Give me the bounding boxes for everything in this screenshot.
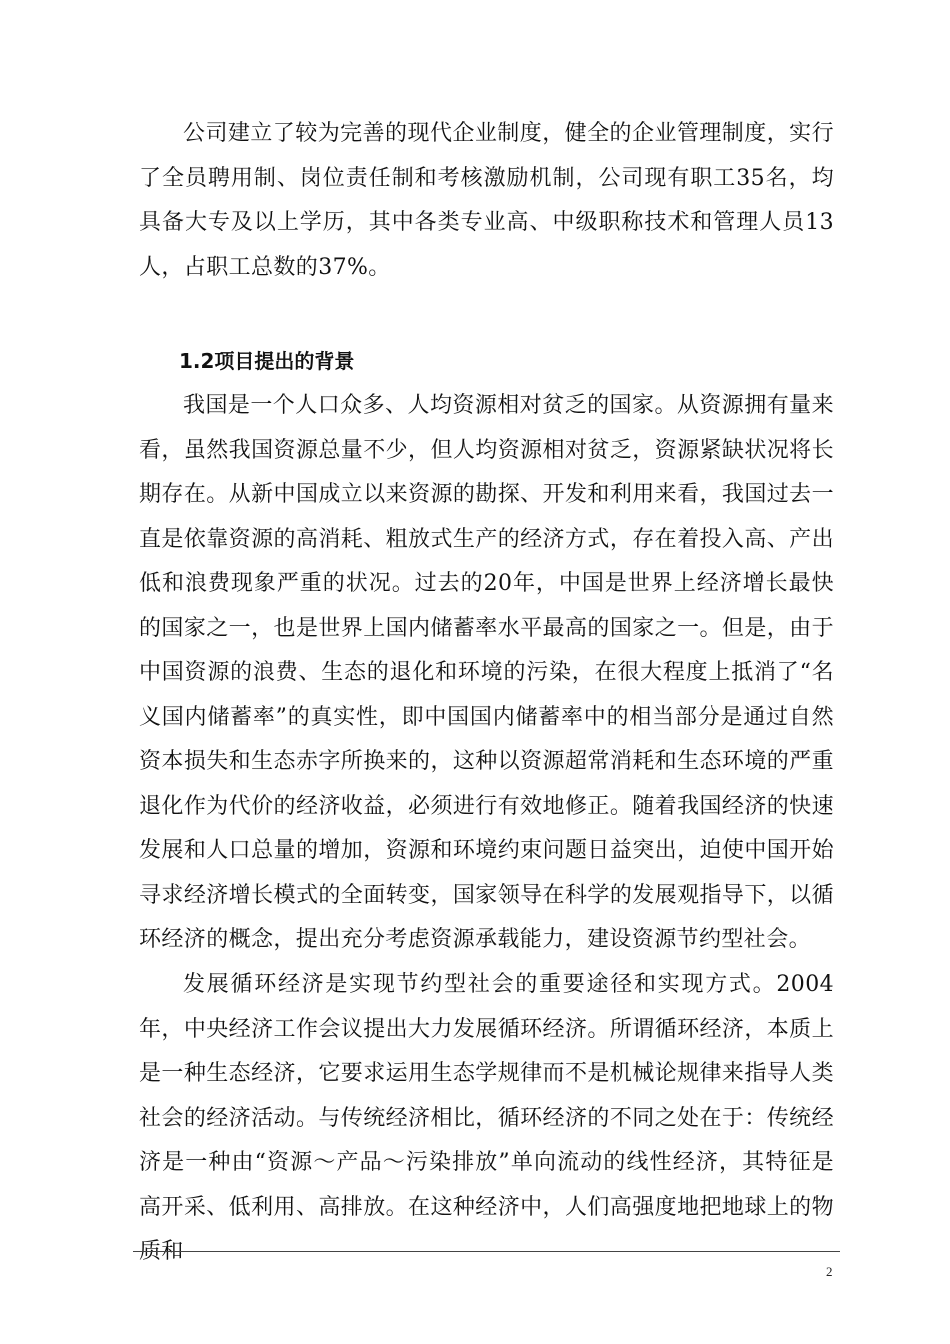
paragraph-company-overview: 公司建立了较为完善的现代企业制度，健全的企业管理制度，实行了全员聘用制、岗位责任制和考核激励机制，公司现有职工35名，均具备大专及以上学历，其中各类专业高、中级职称技术和管理人员13人，占职工总数的37%。	[139, 121, 834, 280]
section-heading: 1.2项目提出的背景	[179, 349, 355, 373]
page-number: 2	[826, 1264, 833, 1279]
footer-divider	[133, 1251, 840, 1252]
paragraph-circular-economy: 发展循环经济是实现节约型社会的重要途径和实现方式。2004年，中央经济工作会议提出大力发展循环经济。所谓循环经济，本质上是一种生态经济，它要求运用生态学规律而不是机械论规律来指导人类社会的经济活动。与传统经济相比，循环经济的不同之处在于：传统经济是一种由“资源～产品～污染排放”单向流动的线性经济，其特征是高开采、低利用、高排放。在这种经济中，人们高强度地把地球上的物质和	[139, 972, 834, 1264]
paragraph-background: 我国是一个人口众多、人均资源相对贫乏的国家。从资源拥有量来看，虽然我国资源总量不少，但人均资源相对贫乏，资源紧缺状况将长期存在。从新中国成立以来资源的勘探、开发和利用来看，我国过去一直是依靠资源的高消耗、粗放式生产的经济方式，存在着投入高、产出低和浪费现象严重的状况。过去的20年，中国是世界上经济增长最快的国家之一，也是世界上国内储蓄率水平最高的国家之一。但是，由于中国资源的浪费、生态的退化和环境的污染，在很大程度上抵消了“名义国内储蓄率”的真实性，即中国国内储蓄率中的相当部分是通过自然资本损失和生态赤字所换来的，这种以资源超常消耗和生态环境的严重退化作为代价的经济收益，必须进行有效地修正。随着我国经济的快速发展和人口总量的增加，资源和环境约束问题日益突出，迫使中国开始寻求经济增长模式的全面转变，国家领导在科学的发展观指导下，以循环经济的概念，提出充分考虑资源承载能力，建设资源节约型社会。	[139, 393, 834, 952]
